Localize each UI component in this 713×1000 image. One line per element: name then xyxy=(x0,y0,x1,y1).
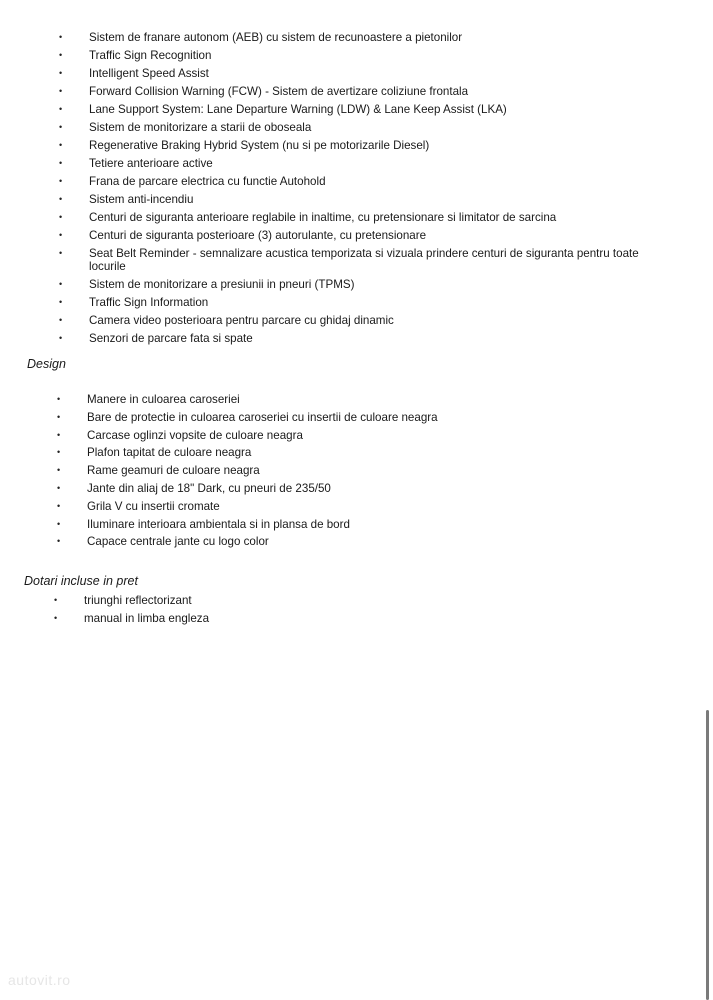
safety-feature-list xyxy=(59,31,664,350)
list-item xyxy=(57,446,587,464)
list-item-text: Rame geamuri de culoare neagra xyxy=(87,464,260,478)
list-item xyxy=(54,594,484,612)
bullet: • xyxy=(59,104,63,114)
list-item-text: Tetiere anterioare active xyxy=(89,157,213,170)
list-item-text: Sistem anti-incendiu xyxy=(89,193,194,206)
bullet: • xyxy=(59,158,63,168)
included-items-list xyxy=(54,594,484,630)
list-item xyxy=(54,612,484,630)
bullet: • xyxy=(59,32,63,42)
bullet: • xyxy=(59,212,63,222)
list-item-text: Plafon tapitat de culoare neagra xyxy=(87,446,252,460)
list-item xyxy=(59,85,664,103)
list-item-text: manual in limba engleza xyxy=(84,612,210,625)
list-item xyxy=(57,481,587,500)
list-item xyxy=(57,393,587,411)
bullet: • xyxy=(57,447,61,458)
bullet: • xyxy=(54,613,58,623)
list-item xyxy=(59,211,664,229)
bullet: • xyxy=(59,248,63,258)
bullet: • xyxy=(59,50,63,60)
list-item-text: Traffic Sign Recognition xyxy=(89,49,212,62)
list-item-text: Centuri de siguranta anterioare reglabile in inaltime, cu pretensionare si limitator de sarcina xyxy=(89,211,557,224)
list-item-text: Sistem de monitorizare a starii de oboseala xyxy=(89,121,312,134)
bullet: • xyxy=(57,411,61,422)
list-item xyxy=(59,31,664,49)
scrollbar[interactable] xyxy=(706,710,709,1000)
list-item xyxy=(59,103,664,121)
list-item xyxy=(59,121,664,139)
list-item-text: Traffic Sign Information xyxy=(89,296,209,309)
bullet: • xyxy=(57,518,61,529)
list-item-text: Bare de protectie in culoarea caroseriei cu insertii de culoare neagra xyxy=(87,410,438,424)
list-item xyxy=(59,247,664,278)
list-item xyxy=(59,296,664,314)
bullet: • xyxy=(57,482,61,493)
list-item-text: Jante din aliaj de 18" Dark, cu pneuri de 235/50 xyxy=(87,481,331,495)
bullet: • xyxy=(59,86,63,96)
list-item-text: triunghi reflectorizant xyxy=(84,594,192,607)
list-item-text: Manere in culoarea caroseriei xyxy=(87,393,240,406)
list-item-text: Forward Collision Warning (FCW) - Sistem de avertizare coliziune frontala xyxy=(89,85,469,98)
bullet: • xyxy=(59,176,63,186)
list-item xyxy=(59,229,664,247)
bullet: • xyxy=(54,595,58,605)
list-item-text: Camera video posterioara pentru parcare cu ghidaj dinamic xyxy=(89,314,394,327)
bullet: • xyxy=(59,122,63,132)
list-item xyxy=(59,49,664,67)
bullet: • xyxy=(59,333,63,343)
list-item xyxy=(59,67,664,85)
bullet: • xyxy=(57,536,61,547)
list-item-text: Iluminare interioara ambientala si in plansa de bord xyxy=(87,517,350,531)
bullet: • xyxy=(59,279,63,289)
list-item-text: Sistem de monitorizare a presiunii in pneuri (TPMS) xyxy=(89,278,355,291)
list-item xyxy=(57,535,587,553)
list-item-text: Centuri de siguranta posterioare (3) autorulante, cu pretensionare xyxy=(89,229,427,242)
bullet: • xyxy=(59,315,63,325)
bullet: • xyxy=(59,140,63,150)
bullet: • xyxy=(59,230,63,240)
list-item xyxy=(57,410,587,429)
list-item-text: Frana de parcare electrica cu functie Autohold xyxy=(89,175,326,188)
list-item xyxy=(57,517,587,536)
list-item xyxy=(59,175,664,193)
section-title-included: Dotari incluse in pret xyxy=(24,574,138,588)
bullet: • xyxy=(57,429,61,440)
list-item xyxy=(59,139,664,157)
list-item-text: Lane Support System: Lane Departure Warning (LDW) & Lane Keep Assist (LKA) xyxy=(89,103,507,116)
list-item xyxy=(59,278,664,296)
bullet: • xyxy=(57,394,61,404)
list-item-text: Senzori de parcare fata si spate xyxy=(89,332,253,345)
design-feature-list xyxy=(57,393,587,553)
list-item-text: Seat Belt Reminder - semnalizare acustica temporizata si vizuala prindere centuri de siguranta pentru toate locurile xyxy=(89,247,639,273)
list-item xyxy=(57,428,587,447)
list-item xyxy=(59,314,664,332)
section-title-design: Design xyxy=(27,357,66,371)
bullet: • xyxy=(59,194,63,204)
bullet: • xyxy=(57,500,61,511)
list-item-text: Sistem de franare autonom (AEB) cu sistem de recunoastere a pietonilor xyxy=(89,31,463,44)
bullet: • xyxy=(57,465,61,476)
list-item xyxy=(57,499,587,518)
list-item-text: Capace centrale jante cu logo color xyxy=(87,535,269,549)
bullet: • xyxy=(59,297,63,307)
list-item-text: Carcase oglinzi vopsite de culoare neagra xyxy=(87,428,303,442)
list-item xyxy=(59,157,664,175)
list-item xyxy=(59,332,664,350)
bullet: • xyxy=(59,68,63,78)
list-item xyxy=(57,464,587,482)
list-item xyxy=(59,193,664,211)
list-item-text: Intelligent Speed Assist xyxy=(89,67,209,80)
list-item-text: Regenerative Braking Hybrid System (nu si pe motorizarile Diesel) xyxy=(89,139,430,152)
list-item-text: Grila V cu insertii cromate xyxy=(87,499,220,513)
watermark: autovit.ro xyxy=(8,972,71,988)
